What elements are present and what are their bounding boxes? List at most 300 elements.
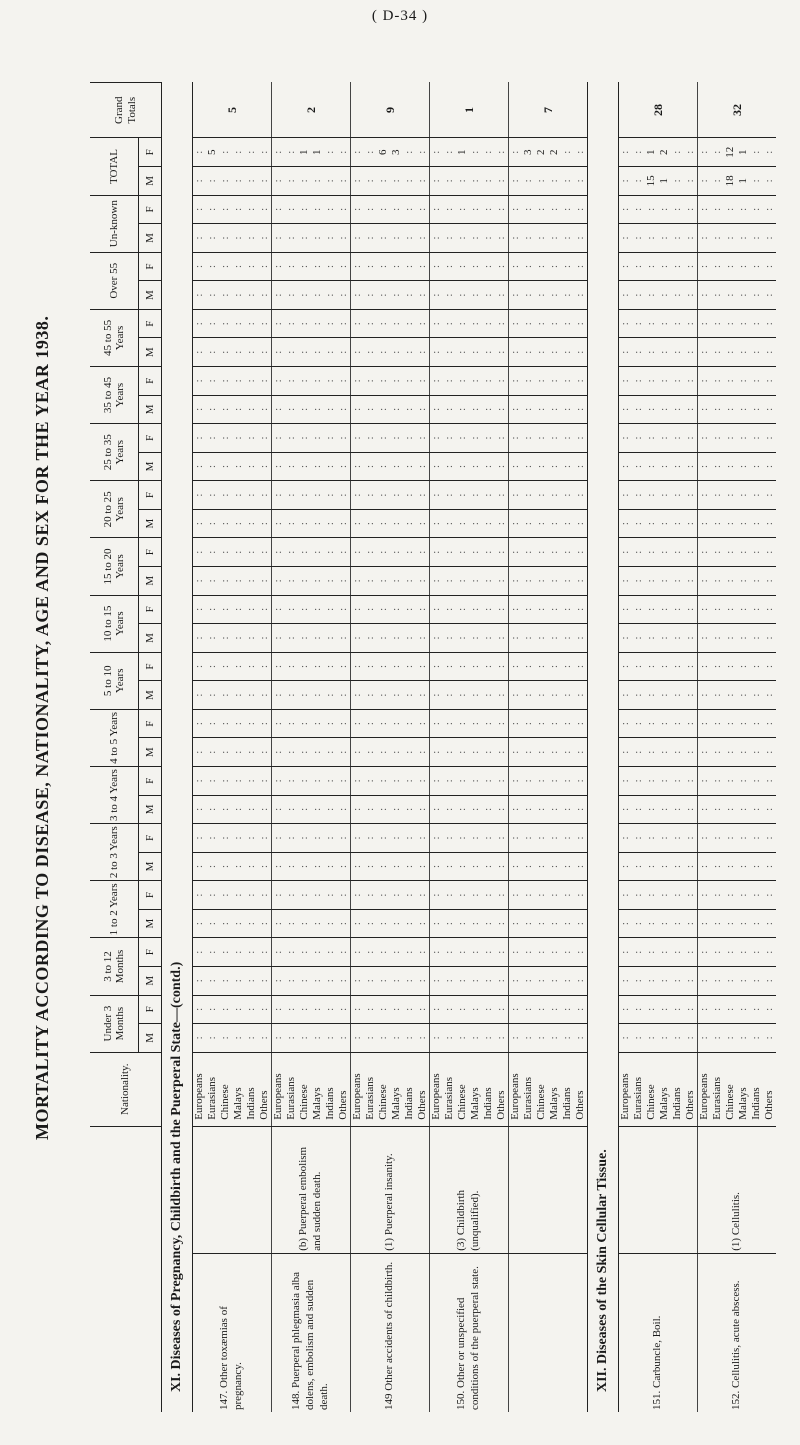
count-cell [619, 367, 633, 396]
count-cell [258, 909, 272, 938]
count-cell [219, 738, 232, 767]
count-cell [684, 167, 698, 196]
count-cell [311, 938, 324, 967]
count-cell [232, 481, 245, 510]
count-cell [469, 1024, 482, 1053]
count-cell [645, 681, 658, 710]
count-cell [285, 909, 298, 938]
count-cell [469, 909, 482, 938]
count-cell [619, 424, 633, 453]
count-cell [698, 138, 712, 167]
count-cell [684, 367, 698, 396]
count-cell [684, 509, 698, 538]
count-cell [632, 338, 645, 367]
count-cell [750, 909, 763, 938]
count-cell [522, 338, 535, 367]
female-header: F [139, 595, 162, 624]
count-cell [619, 795, 633, 824]
count-cell [645, 481, 658, 510]
table-row [272, 83, 286, 1413]
count-cell [390, 424, 403, 453]
count-cell [750, 881, 763, 910]
count-cell [671, 281, 684, 310]
count-cell [619, 309, 633, 338]
count-cell [337, 195, 351, 224]
female-header: F [139, 766, 162, 795]
count-cell [351, 424, 365, 453]
count-cell [561, 167, 574, 196]
count-cell [285, 395, 298, 424]
count-cell [535, 681, 548, 710]
count-cell [272, 195, 286, 224]
count-cell [658, 338, 671, 367]
count-cell [632, 252, 645, 281]
count-cell [737, 909, 750, 938]
count-cell [443, 309, 456, 338]
count-cell [548, 966, 561, 995]
count-cell [750, 224, 763, 253]
count-cell [684, 909, 698, 938]
count-cell [351, 709, 365, 738]
count-cell [684, 452, 698, 481]
count-cell [245, 338, 258, 367]
count-cell [495, 709, 509, 738]
count-cell [351, 652, 365, 681]
female-header: F [139, 538, 162, 567]
count-cell [298, 195, 311, 224]
count-cell [535, 709, 548, 738]
count-cell [658, 224, 671, 253]
count-cell [443, 167, 456, 196]
count-cell [390, 338, 403, 367]
count-cell [522, 938, 535, 967]
count-cell [535, 395, 548, 424]
count-cell [245, 824, 258, 853]
count-cell [390, 824, 403, 853]
count-cell [285, 1024, 298, 1053]
count-cell [232, 367, 245, 396]
count-cell [619, 252, 633, 281]
count-cell [456, 309, 469, 338]
count-cell [443, 452, 456, 481]
count-cell [232, 738, 245, 767]
count-cell [390, 738, 403, 767]
count-cell [619, 681, 633, 710]
count-cell [258, 509, 272, 538]
count-cell [561, 138, 574, 167]
nationality-label: Eurasians [711, 1052, 724, 1126]
male-header: M [139, 509, 162, 538]
count-cell [750, 167, 763, 196]
count-cell [535, 652, 548, 681]
count-cell [337, 567, 351, 596]
count-cell [535, 881, 548, 910]
count-cell [509, 881, 523, 910]
count-cell [272, 652, 286, 681]
count-cell [658, 824, 671, 853]
count-cell [272, 481, 286, 510]
count-cell [430, 595, 444, 624]
count-cell [232, 338, 245, 367]
count-cell [219, 795, 232, 824]
count-cell [711, 766, 724, 795]
count-cell [698, 424, 712, 453]
count-cell [482, 395, 495, 424]
count-cell [632, 824, 645, 853]
count-cell [456, 1024, 469, 1053]
count-cell [377, 309, 390, 338]
count-cell [548, 395, 561, 424]
count-cell [750, 681, 763, 710]
count-cell [698, 709, 712, 738]
count-cell [522, 824, 535, 853]
count-cell [430, 367, 444, 396]
count-cell [632, 709, 645, 738]
count-cell [711, 481, 724, 510]
count-cell [750, 966, 763, 995]
count-cell [737, 481, 750, 510]
count-cell [561, 224, 574, 253]
count-cell [737, 795, 750, 824]
count-cell [469, 681, 482, 710]
count-cell [645, 624, 658, 653]
count-cell [298, 281, 311, 310]
count-cell [298, 1024, 311, 1053]
count-cell [285, 852, 298, 881]
count-cell [469, 424, 482, 453]
count-cell [574, 567, 588, 596]
count-cell [311, 167, 324, 196]
count-cell [456, 538, 469, 567]
count-cell [285, 138, 298, 167]
count-cell [684, 424, 698, 453]
count-cell [219, 395, 232, 424]
count-cell [684, 995, 698, 1024]
nationality-label: Europeans [619, 1052, 633, 1126]
count-cell [763, 738, 776, 767]
count-cell [324, 452, 337, 481]
count-cell [206, 338, 219, 367]
count-cell [574, 995, 588, 1024]
count-cell [364, 624, 377, 653]
count-cell [337, 338, 351, 367]
count-cell [535, 509, 548, 538]
count-cell [364, 595, 377, 624]
count-cell [711, 538, 724, 567]
count-cell [232, 138, 245, 167]
count-cell [337, 281, 351, 310]
count-cell [632, 795, 645, 824]
count-cell [206, 452, 219, 481]
count-cell [285, 167, 298, 196]
count-cell [509, 938, 523, 967]
count-cell [522, 595, 535, 624]
count-cell [364, 338, 377, 367]
count-cell [377, 509, 390, 538]
count-cell [684, 195, 698, 224]
count-cell [416, 224, 430, 253]
count-cell [206, 738, 219, 767]
count-cell [574, 966, 588, 995]
count-cell [684, 709, 698, 738]
section-xi-title: XI. Diseases of Pregnancy, Childbirth and the Puerperal State—(contd.) [162, 83, 193, 1413]
count-cell [311, 766, 324, 795]
count-cell [645, 652, 658, 681]
count-cell [750, 281, 763, 310]
count-cell [285, 338, 298, 367]
count-cell [456, 224, 469, 253]
female-header: F [139, 367, 162, 396]
count-cell [364, 167, 377, 196]
nationality-label: Eurasians [364, 1052, 377, 1126]
male-header: M [139, 966, 162, 995]
count-cell [245, 795, 258, 824]
count-cell [403, 595, 416, 624]
count-cell [658, 881, 671, 910]
male-header: M [139, 281, 162, 310]
disease-label: 150. Other or unspecified conditions of the puerperal state. [430, 1253, 509, 1412]
male-header: M [139, 167, 162, 196]
count-cell [324, 652, 337, 681]
count-cell [416, 452, 430, 481]
count-cell [724, 281, 737, 310]
count-cell [403, 309, 416, 338]
count-cell [377, 224, 390, 253]
nationality-label: Europeans [193, 1052, 207, 1126]
count-cell [206, 824, 219, 853]
count-cell [298, 766, 311, 795]
count-cell [724, 852, 737, 881]
nationality-label: Malays [658, 1052, 671, 1126]
age-header: 3 to 4 Years [90, 766, 139, 823]
count-cell [245, 852, 258, 881]
count-cell [684, 538, 698, 567]
count-cell [390, 281, 403, 310]
count-cell [272, 367, 286, 396]
count-cell [658, 538, 671, 567]
count-cell [324, 252, 337, 281]
count-cell [245, 567, 258, 596]
count-cell [311, 624, 324, 653]
count-cell [390, 252, 403, 281]
count-cell [324, 367, 337, 396]
count-cell [737, 709, 750, 738]
disease-label: 148. Puerperal phlegmasia alba dolens, embolism and sudden death. [272, 1253, 351, 1412]
count-cell [206, 766, 219, 795]
count-cell [337, 595, 351, 624]
grand-total-cell: 9 [351, 83, 430, 138]
count-cell [298, 424, 311, 453]
count-cell [298, 452, 311, 481]
count-cell [206, 795, 219, 824]
count-cell [285, 424, 298, 453]
count-cell [737, 252, 750, 281]
count-cell [509, 309, 523, 338]
count-cell [574, 481, 588, 510]
count-cell [482, 195, 495, 224]
female-header: F [139, 252, 162, 281]
count-cell [711, 395, 724, 424]
count-cell [258, 966, 272, 995]
count-cell [403, 738, 416, 767]
count-cell [337, 367, 351, 396]
count-cell [390, 995, 403, 1024]
count-cell [658, 195, 671, 224]
count-cell [482, 424, 495, 453]
count-cell [671, 224, 684, 253]
count-cell [416, 966, 430, 995]
count-cell [430, 738, 444, 767]
nationality-label: Indians [750, 1052, 763, 1126]
count-cell [377, 938, 390, 967]
count-cell [311, 195, 324, 224]
count-cell [206, 652, 219, 681]
count-cell [671, 367, 684, 396]
count-cell [245, 681, 258, 710]
nationality-label: Malays [390, 1052, 403, 1126]
count-cell [522, 795, 535, 824]
count-cell [456, 652, 469, 681]
count-cell [403, 195, 416, 224]
count-cell [443, 852, 456, 881]
count-cell [377, 195, 390, 224]
count-cell [671, 966, 684, 995]
count-cell [737, 509, 750, 538]
count-cell [711, 252, 724, 281]
count-cell: 2 [658, 138, 671, 167]
grand-total-cell: 1 [430, 83, 509, 138]
count-cell [219, 966, 232, 995]
count-cell [698, 567, 712, 596]
nationality-header: Nationality. [90, 1052, 162, 1126]
nationality-label: Eurasians [206, 1052, 219, 1126]
count-cell [324, 167, 337, 196]
count-cell [658, 766, 671, 795]
count-cell [482, 481, 495, 510]
count-cell [522, 624, 535, 653]
count-cell [258, 681, 272, 710]
count-cell [232, 424, 245, 453]
count-cell [272, 338, 286, 367]
count-cell [285, 252, 298, 281]
count-cell [403, 824, 416, 853]
count-cell [737, 966, 750, 995]
count-cell [535, 909, 548, 938]
count-cell [258, 538, 272, 567]
count-cell [711, 709, 724, 738]
count-cell [337, 138, 351, 167]
count-cell [193, 452, 207, 481]
count-cell [456, 395, 469, 424]
count-cell [561, 367, 574, 396]
count-cell [632, 224, 645, 253]
count-cell [272, 138, 286, 167]
count-cell [724, 538, 737, 567]
count-cell [258, 852, 272, 881]
count-cell [763, 595, 776, 624]
count-cell [632, 595, 645, 624]
count-cell [619, 595, 633, 624]
count-cell [561, 195, 574, 224]
count-cell [430, 167, 444, 196]
count-cell [711, 224, 724, 253]
count-cell [206, 995, 219, 1024]
count-cell [548, 766, 561, 795]
count-cell [403, 338, 416, 367]
count-cell [298, 595, 311, 624]
count-cell [430, 252, 444, 281]
count-cell [245, 1024, 258, 1053]
count-cell [645, 509, 658, 538]
count-cell [724, 966, 737, 995]
count-cell [535, 167, 548, 196]
count-cell [193, 309, 207, 338]
count-cell [351, 766, 365, 795]
count-cell [684, 567, 698, 596]
count-cell [443, 709, 456, 738]
count-cell [658, 652, 671, 681]
count-cell [337, 881, 351, 910]
count-cell [390, 766, 403, 795]
count-cell [482, 881, 495, 910]
female-header: F [139, 424, 162, 453]
count-cell [619, 824, 633, 853]
count-cell [495, 881, 509, 910]
count-cell [724, 367, 737, 396]
age-header: 2 to 3 Years [90, 824, 139, 881]
age-header: TOTAL [90, 138, 139, 195]
count-cell [390, 224, 403, 253]
count-cell [658, 424, 671, 453]
count-cell [711, 509, 724, 538]
count-cell [403, 909, 416, 938]
count-cell [351, 995, 365, 1024]
count-cell [698, 281, 712, 310]
grand-total-cell: 7 [509, 83, 588, 138]
count-cell [724, 652, 737, 681]
count-cell [535, 795, 548, 824]
count-cell [658, 624, 671, 653]
count-cell [763, 881, 776, 910]
count-cell [364, 738, 377, 767]
count-cell [522, 681, 535, 710]
count-cell [390, 1024, 403, 1053]
count-cell: 1 [737, 167, 750, 196]
count-cell [364, 567, 377, 596]
count-cell [737, 624, 750, 653]
count-cell [763, 424, 776, 453]
count-cell [285, 281, 298, 310]
count-cell [509, 252, 523, 281]
count-cell [763, 224, 776, 253]
count-cell [658, 795, 671, 824]
count-cell [469, 852, 482, 881]
count-cell [298, 938, 311, 967]
count-cell [658, 595, 671, 624]
count-cell [337, 452, 351, 481]
count-cell [232, 852, 245, 881]
count-cell [258, 481, 272, 510]
count-cell [272, 595, 286, 624]
count-cell [416, 652, 430, 681]
disease-sublabel [193, 1126, 272, 1253]
count-cell [285, 509, 298, 538]
count-cell [535, 338, 548, 367]
count-cell [522, 909, 535, 938]
count-cell [298, 909, 311, 938]
age-header: Un-known [90, 195, 139, 252]
count-cell [377, 595, 390, 624]
